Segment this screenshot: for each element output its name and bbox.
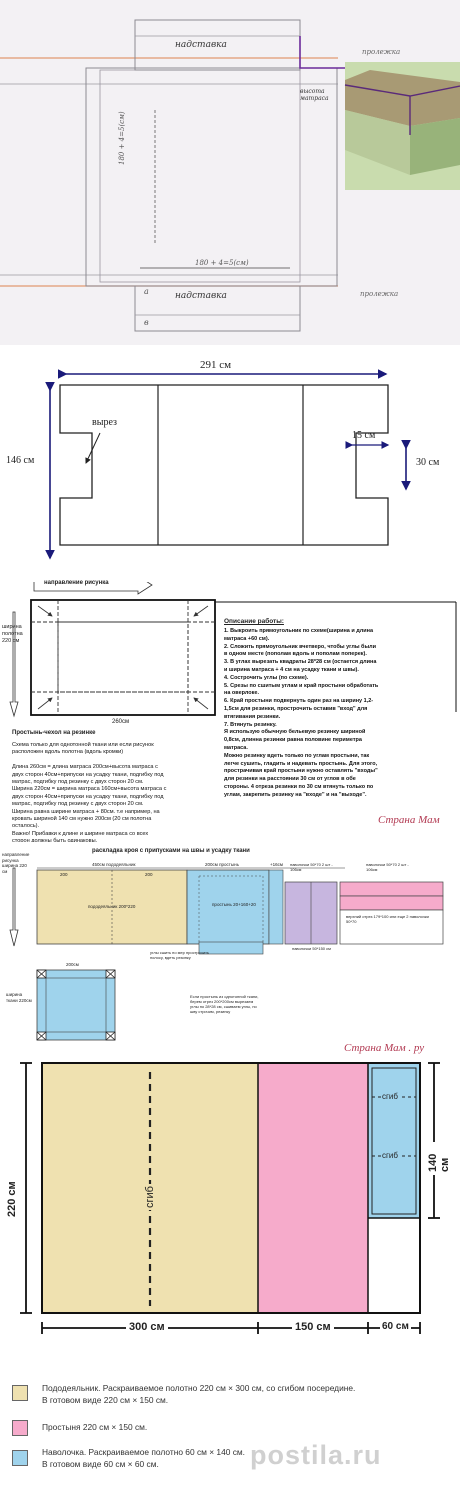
- instruction-panel: [0, 582, 460, 842]
- height-mark: 180 + 4=5(см): [118, 111, 126, 165]
- bottom-width-label: 260см: [112, 719, 130, 725]
- pillow1-label: наволочки 50*70 2 шт - 106см: [290, 862, 333, 872]
- corner-note: углы сшить по мер прострочить полосу, вдеть резинку: [150, 950, 210, 960]
- sheet-label: простынь 20+160+20: [212, 902, 256, 907]
- seg2-label: 200см простынь: [205, 862, 239, 867]
- layout-panel: [0, 842, 460, 1060]
- small-note: Если простынь из однотонной ткани, берем отрез 200*200см вырезаем углы по 28*28 см, сшиваем углы, по шву строчим, резинку: [190, 994, 259, 1014]
- pillow-fold-b: сгиб: [382, 1151, 398, 1160]
- top-extension-label: надставка: [175, 40, 227, 50]
- sketch-panel: [0, 0, 460, 345]
- small-sheet-block: [37, 970, 115, 1040]
- legend-pillow-text: Наволочка. Раскраиваемое полотно 60 см × 140 см. В готовом виде 60 см × 60 см.: [42, 1447, 246, 1469]
- watermark-postila: postila.ru: [250, 1440, 382, 1470]
- legend-sheet-text: Простыня 220 см × 150 см.: [42, 1422, 148, 1432]
- width-mark: 180 + 4=5(см): [195, 259, 249, 267]
- small-width: 200см: [66, 962, 79, 967]
- seg1-label: 450см пододеяльник: [92, 862, 136, 867]
- height-label: 146 см: [6, 455, 35, 466]
- cover-title: Простынь-чехол на резинке: [12, 730, 96, 736]
- legend-pillow: [12, 1446, 452, 1480]
- side-width-label: ширина полотна 220 см: [2, 624, 23, 644]
- legend-duvet: [12, 1382, 452, 1416]
- cut-label: вырез: [92, 417, 117, 428]
- left-notes: Схема только для однотонной ткани или если рисунок расположен вдоль полотна (вдоль кромки) Длина 260см = длина матраса 200см+высота матраса с двух сторон 40см+припуски на усадку ткани, подгибку под матрас, подгибку под резинку с двух сторон 20 см. Ширина 220см = ширина матраса 160см+высота матраса с двух сторон 40см+припуски на усадку ткани, подгибку под матрас, подгибку под резинку с двух сторон 20 см. Ширина равна ширине матраса + 80см. т.е например, на кровать шириной 140 см нужно 200см (20 см полотна осталось). Важно! Прибавки к длине и ширине матраса со всех: [12, 742, 167, 837]
- work-title: Описание работы:: [224, 618, 284, 625]
- swatch-pillow: [12, 1450, 28, 1466]
- legend-sheet: [12, 1418, 452, 1442]
- duvet-left-num: 200: [60, 872, 68, 877]
- watermark-strana: Страна Мам: [378, 814, 440, 826]
- height-140-label: 140 см: [427, 1142, 451, 1175]
- width-150-label: 150 см: [292, 1321, 334, 1333]
- small-side: ширина ткани 220см: [6, 992, 32, 1003]
- notch-height-label: 30 см: [416, 457, 440, 468]
- cover-outline: [31, 600, 215, 715]
- bottom-extension-label: надставка: [175, 291, 227, 301]
- colored-layout-panel: [0, 1060, 460, 1370]
- direction-label: направление рисунка: [44, 580, 109, 586]
- mattress-height-note: высота матраса: [300, 88, 329, 102]
- fitted-sheet-svg: [0, 345, 460, 582]
- notch-width-label: 15 см: [352, 430, 376, 441]
- right-label-bottom: пролежка: [360, 290, 399, 298]
- duvet-right-num: 200: [145, 872, 153, 877]
- pillow2-label: наволочки 50*70 2 шт - 106см: [366, 862, 409, 872]
- seg3-label: +16см: [270, 862, 283, 867]
- pillow-note: наволочки 50*150 см: [292, 946, 331, 951]
- right-notes: 1. Выкроить прямоугольник по схеме(ширина и длина матраса +60 см). 2. Сложить прямоугольник вчетверо, чтобы углы были в одном месте (пополам вдоль и пополам поперек). 3. В углах вырезать квадраты 28*28 см (остается длина и ширина матраса + 4 см на усадку ткани и швы). 4. Сострочить углы (по схеме). 5. Срезы по сшитым углам и край простыни обработать на оверлоке. 6. Край простыни подвернуть один раз на ширину 1,2- 1,5см для резинки, прострочить оставив "вход" для втягивания резинки. 7. Втянуть резинку. Я использую обычную бельевую резинку шириной 0,8см, длинна резинки равна половине периметра матраса. Можно резинку вдеть только по углам простыни, так легче сушить, гладить и надевать простынь. Для этого, прострачивая край простыни нужно оставлять "входы" для резинки на расстоянии 30 см от углов в обе стороны. 4 отреза резинки по 30 см втянуть только по углам, закрепить резинку на "входе" и на "выходе".: [224, 628, 379, 798]
- right-label-top: пролежка: [362, 48, 401, 56]
- corner-b-label: в: [144, 318, 149, 327]
- layout-svg: [0, 842, 460, 1060]
- swatch-sheet: [12, 1420, 28, 1436]
- pillow-fold-a: сгиб: [382, 1092, 398, 1101]
- sheet-outline: [60, 385, 388, 545]
- width-300-label: 300 см: [126, 1321, 168, 1333]
- watermark-strana-ru: Страна Мам . ру: [344, 1042, 425, 1054]
- duvet-fold-label: сгиб: [144, 1186, 156, 1208]
- duvet-label: пододеяльник 200*220: [88, 904, 136, 909]
- layout-title: раскладка кроя с припусками на швы и усадку ткани: [92, 848, 250, 854]
- sheet-area: [258, 1063, 368, 1313]
- legend-duvet-text: Пододеяльник. Раскраиваемое полотно 220 см × 300 см, со сгибом посередине. В готовом виде 220 см × 150 см.: [42, 1383, 356, 1405]
- layout-side-width: направление рисунка ширина 220 см: [2, 852, 30, 874]
- corner-a-label: а: [144, 287, 149, 296]
- height-220-label: 220 см: [6, 1178, 18, 1220]
- swatch-duvet: [12, 1385, 28, 1401]
- fitted-sheet-panel: [0, 345, 460, 582]
- width-60-label: 60 см: [382, 1321, 409, 1332]
- pink-block-1: [340, 882, 443, 896]
- pillow-area: [368, 1063, 420, 1218]
- width-label: 291 см: [200, 359, 232, 371]
- pink-note: верхний отрез 179*100 или еще 2 наволочки 50*70: [346, 914, 429, 924]
